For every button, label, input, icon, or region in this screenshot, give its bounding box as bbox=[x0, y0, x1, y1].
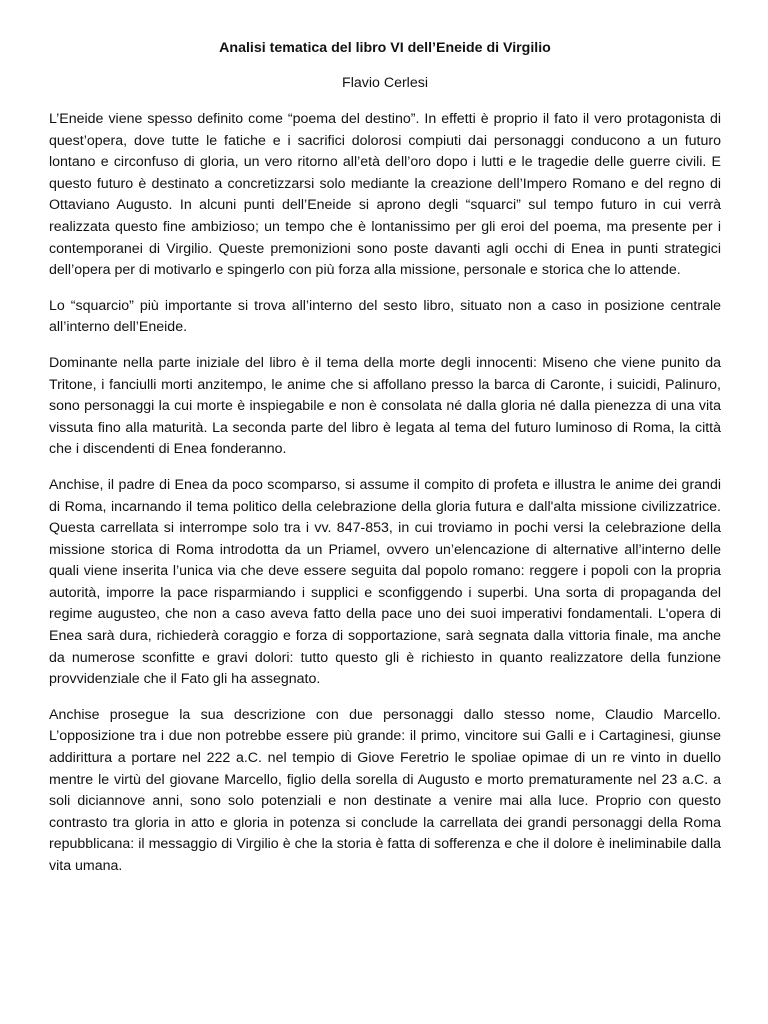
document-title: Analisi tematica del libro VI dell’Eneide di Virgilio bbox=[219, 40, 551, 56]
paragraph-3: Dominante nella parte iniziale del libro è il tema della morte degli innocenti: Miseno che viene punito da Tritone, i fanciulli morti anzitempo, le anime che si affollano presso la barca di Caronte, i suicidi, Palinuro, sono personaggi la cui morte è inspiegabile e non è consolata né dalla gloria né dalla pienezza di una vita vissuta fino alla maturità. La seconda parte del libro è legata al tema del futuro luminoso di Roma, la città che i discendenti di Enea fonderanno. bbox=[49, 354, 721, 458]
paragraph-2: Lo “squarcio” più importante si trova all’interno del sesto libro, situato non a caso in posizione centrale all’interno dell’Eneide. bbox=[49, 297, 721, 336]
paragraph-5: Anchise prosegue la sua descrizione con due personaggi dallo stesso nome, Claudio Marcello. L’opposizione tra i due non potrebbe essere più grande: il primo, vincitore sui Galli e i Cartaginesi, giunse addirittura a portare nel 222 a.C. nel tempio di Giove Feretrio le spoliae opimae di un re vinto in duello mentre le virtù del giovane Marcello, figlio della sorella di Augusto e morto prematuramente nel 23 a.C. a soli diciannove anni, sono solo potenziali e non destinate a venire mai alla luce. Proprio con questo contrasto tra gloria in atto e gloria in potenza si conclude la carrellata dei grandi personaggi della Roma repubblicana: il messaggio di Virgilio è che la storia è fatta di sofferenza e che il dolore è ineliminabile dalla vita umana. bbox=[49, 706, 721, 874]
paragraph-4: Anchise, il padre di Enea da poco scomparso, si assume il compito di profeta e illustra le anime dei grandi di Roma, incarnando il tema politico della celebrazione della gloria futura e dall'alta missione civilizzatrice. Questa carrellata si interrompe solo tra i vv. 847-853, in cui troviamo in pochi versi la celebrazione della missione storica di Roma introdotta da un Priamel, ovvero un’elencazione di alternative all’interno delle quali viene inserita l’unica via che deve essere seguita dal popolo romano: reggere i popoli con la propria autorità, imporre la pace risparmiando i supplici e sconfiggendo i superbi. Una sorta di propaganda del regime augusteo, che non a caso aveva fatto della pace uno dei suoi imperativi fondamentali. L'opera di Enea sarà dura, richiederà coraggio e forza di sopportazione, sarà segnata dalla vittoria finale, ma anche da numerose sconfitte e gravi dolori: tutto questo gli è richiesto in quanto realizzatore della funzione provvidenziale che il Fato gli ha assegnato. bbox=[49, 476, 721, 688]
document-page bbox=[49, 38, 721, 892]
paragraph-1: L’Eneide viene spesso definito come “poema del destino”. In effetti è proprio il fato il vero protagonista di quest’opera, dove tutte le fatiche e i sacrifici dolorosi compiuti dai personaggi conducono a un futuro lontano e circonfuso di gloria, un vero ritorno all’età dell’oro dopo i lutti e le tragedie delle guerre civili. E questo futuro è destinato a concretizzarsi solo mediante la creazione dell’Impero Romano e del regno di Ottaviano Augusto. In alcuni punti dell’Eneide si aprono degli “squarci” sul tempo futuro in cui verrà realizzata questo fine ambizioso; un tempo che è lontanissimo per gli eroi del poema, ma presente per i contemporanei di Virgilio. Queste premonizioni sono poste davanti agli occhi di Enea in punti strategici dell’opera per di motivarlo e spingerlo con più forza alla missione, personale e storica che lo attende. bbox=[49, 111, 721, 279]
document-author: Flavio Cerlesi bbox=[342, 75, 428, 91]
